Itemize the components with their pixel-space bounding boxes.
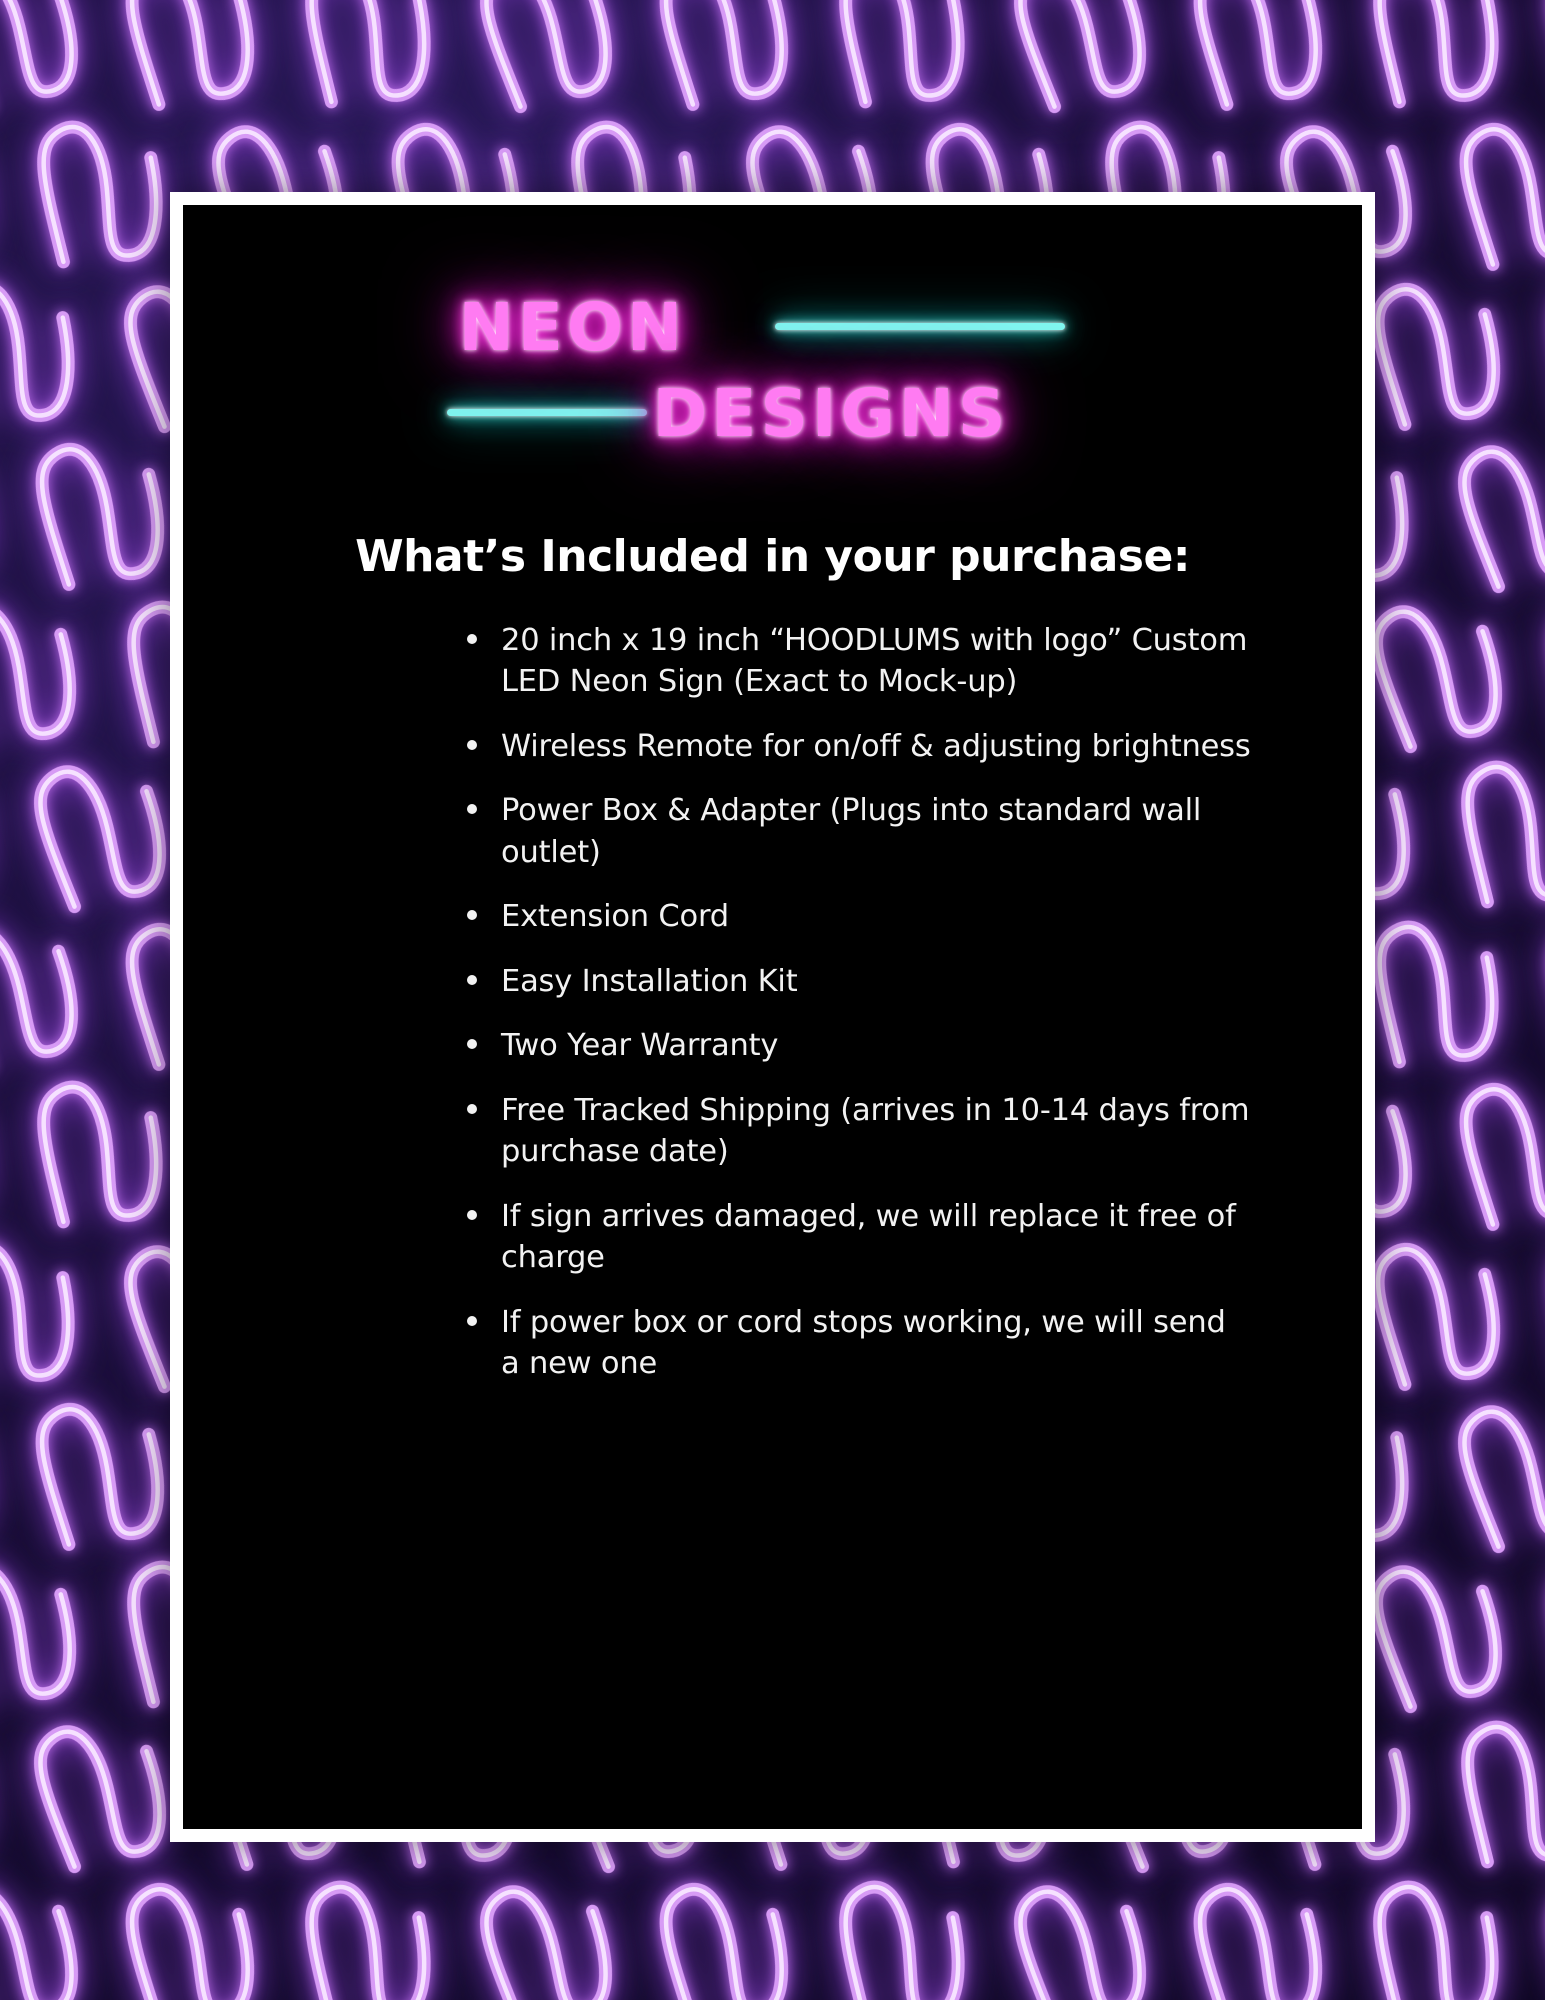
list-item [501, 620, 1252, 703]
black-card [183, 205, 1362, 1829]
list-item [501, 1090, 1252, 1173]
bullet-dot-icon [467, 740, 477, 750]
list-item-label: Wireless Remote for on/off & adjusting brightness [501, 728, 1251, 764]
list-item-label: If power box or cord stops working, we will send a new one [501, 1304, 1226, 1382]
bullet-dot-icon [467, 1039, 477, 1049]
list-item-label: Two Year Warranty [501, 1028, 779, 1064]
bullet-dot-icon [467, 1316, 477, 1326]
list-item [501, 961, 1252, 1002]
bullet-dot-icon [467, 804, 477, 814]
list-item-label: Easy Installation Kit [501, 963, 798, 999]
bullet-dot-icon [467, 1104, 477, 1114]
bullet-dot-icon [467, 910, 477, 920]
included-items-list [183, 620, 1362, 1385]
list-item [501, 896, 1252, 937]
list-item [501, 1196, 1252, 1279]
list-item [501, 726, 1252, 767]
list-item-label: Power Box & Adapter (Plugs into standard wall outlet) [501, 793, 1202, 870]
list-item [501, 790, 1252, 873]
list-item-label: Extension Cord [501, 899, 729, 935]
list-item-label: 20 inch x 19 inch “HOODLUMS with logo” Custom LED Neon Sign (Exact to Mock-up) [501, 623, 1248, 700]
neon-designs-logo [443, 283, 1103, 473]
bullet-dot-icon [467, 975, 477, 985]
logo-word-designs: DESIGNS [652, 375, 1010, 452]
list-item-label: Free Tracked Shipping (arrives in 10-14 days from purchase date) [501, 1092, 1250, 1170]
list-item [501, 1025, 1252, 1066]
logo-word-neon: NEON [458, 289, 687, 366]
bullet-dot-icon [467, 634, 477, 644]
logo-cyan-bar-top [775, 323, 1065, 330]
bullet-dot-icon [467, 1210, 477, 1220]
list-item [501, 1302, 1252, 1385]
page-title: What’s Included in your purchase: [355, 531, 1190, 582]
white-card-frame [170, 192, 1375, 1842]
list-item-label: If sign arrives damaged, we will replace it free of charge [501, 1198, 1236, 1276]
logo-cyan-bar-bottom [447, 409, 647, 416]
